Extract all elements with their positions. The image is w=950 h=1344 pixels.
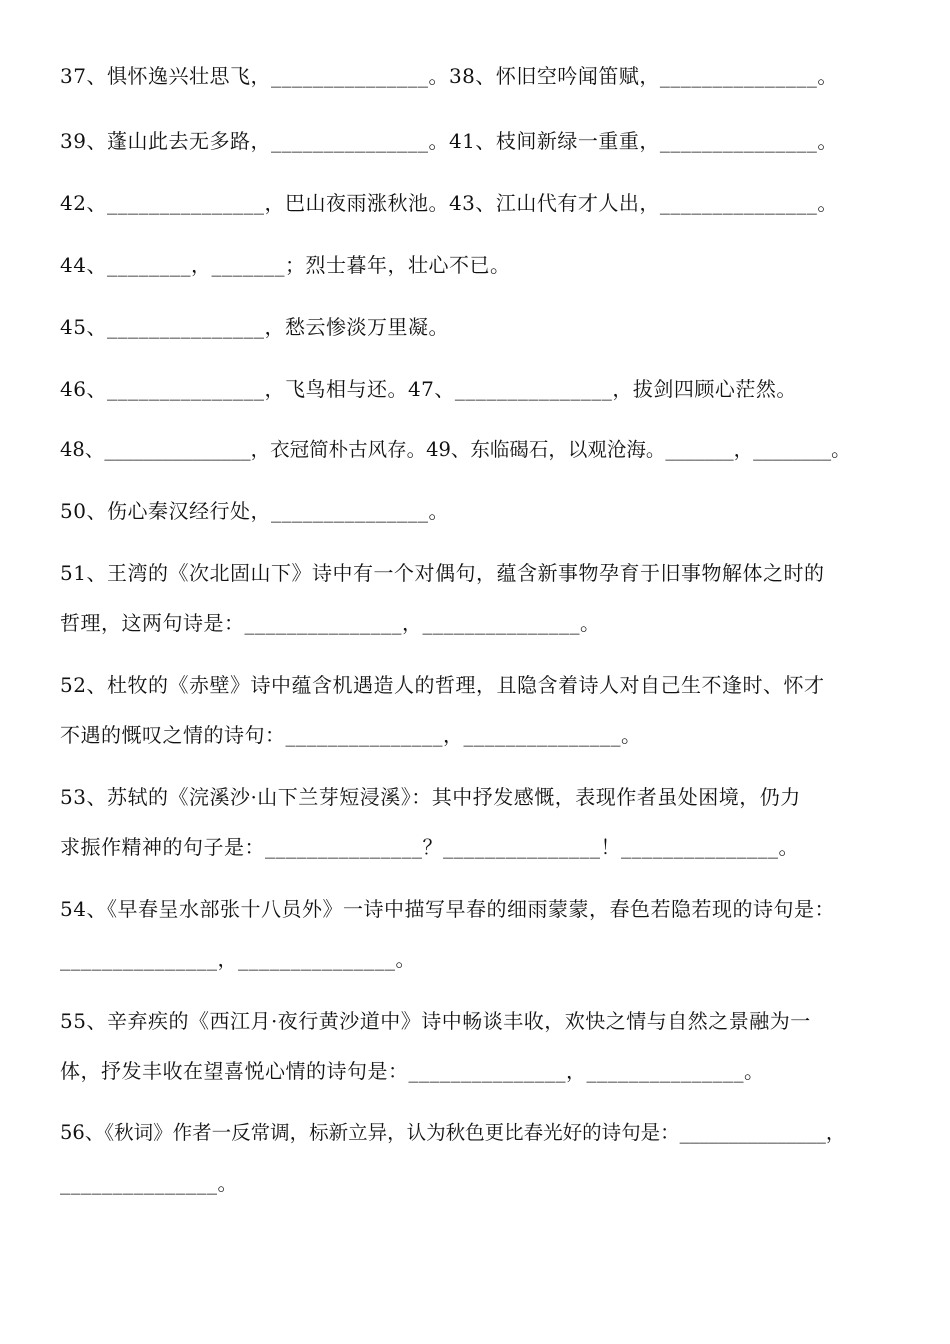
question-55-line-1: 55、辛弃疾的《西江月·夜行黄沙道中》诗中畅谈丰收，欢快之情与自然之景融为一	[60, 1009, 811, 1033]
question-53-line-1: 53、苏轼的《浣溪沙·山下兰芽短浸溪》：其中抒发感慨，表现作者虽处困境，仍力	[60, 785, 801, 809]
question-line-42-43: 42、_______________，巴山夜雨涨秋池。43、江山代有才人出，_______________。	[60, 191, 838, 215]
question-line-37-38: 37、惧怀逸兴壮思飞，_______________。38、怀旧空吟闻笛赋，_______________。	[60, 64, 838, 88]
question-54-line-1: 54、《早春呈水部张十八员外》一诗中描写早春的细雨蒙蒙，春色若隐若现的诗句是：	[60, 897, 835, 921]
question-52-line-2: 不遇的慨叹之情的诗句：_______________，_______________。	[60, 723, 642, 747]
question-line-48-49: 48、_______________，衣冠简朴古风存。49、东临碣石，以观沧海。_______，________。	[60, 438, 851, 461]
question-54-line-2: _______________，_______________。	[60, 947, 416, 971]
question-line-39-41: 39、蓬山此去无多路，_______________。41、枝间新绿一重重，_______________。	[60, 129, 838, 153]
question-56-line-1: 56、《秋词》作者一反常调，标新立异，认为秋色更比春光好的诗句是：_______________，	[60, 1121, 846, 1144]
question-line-46-47: 46、_______________，飞鸟相与还。47、_______________，拔剑四顾心茫然。	[60, 377, 797, 401]
question-56-line-2: _______________。	[60, 1171, 238, 1195]
question-55-line-2: 体，抒发丰收在望喜悦心情的诗句是：_______________，_______________。	[60, 1059, 765, 1083]
question-51-line-1: 51、王湾的《次北固山下》诗中有一个对偶句，蕴含新事物孕育于旧事物解体之时的	[60, 561, 825, 585]
question-53-line-2: 求振作精神的句子是：_______________？_______________！_______________。	[60, 835, 799, 859]
question-line-45: 45、_______________，愁云惨淡万里凝。	[60, 315, 449, 339]
question-line-44: 44、________，_______；烈士暮年，壮心不已。	[60, 253, 511, 277]
question-52-line-1: 52、杜牧的《赤壁》诗中蕴含机遇造人的哲理，且隐含着诗人对自己生不逢时、怀才	[60, 673, 825, 697]
question-line-50: 50、伤心秦汉经行处，_______________。	[60, 499, 449, 523]
question-51-line-2: 哲理，这两句诗是：_______________，_______________。	[60, 611, 601, 635]
